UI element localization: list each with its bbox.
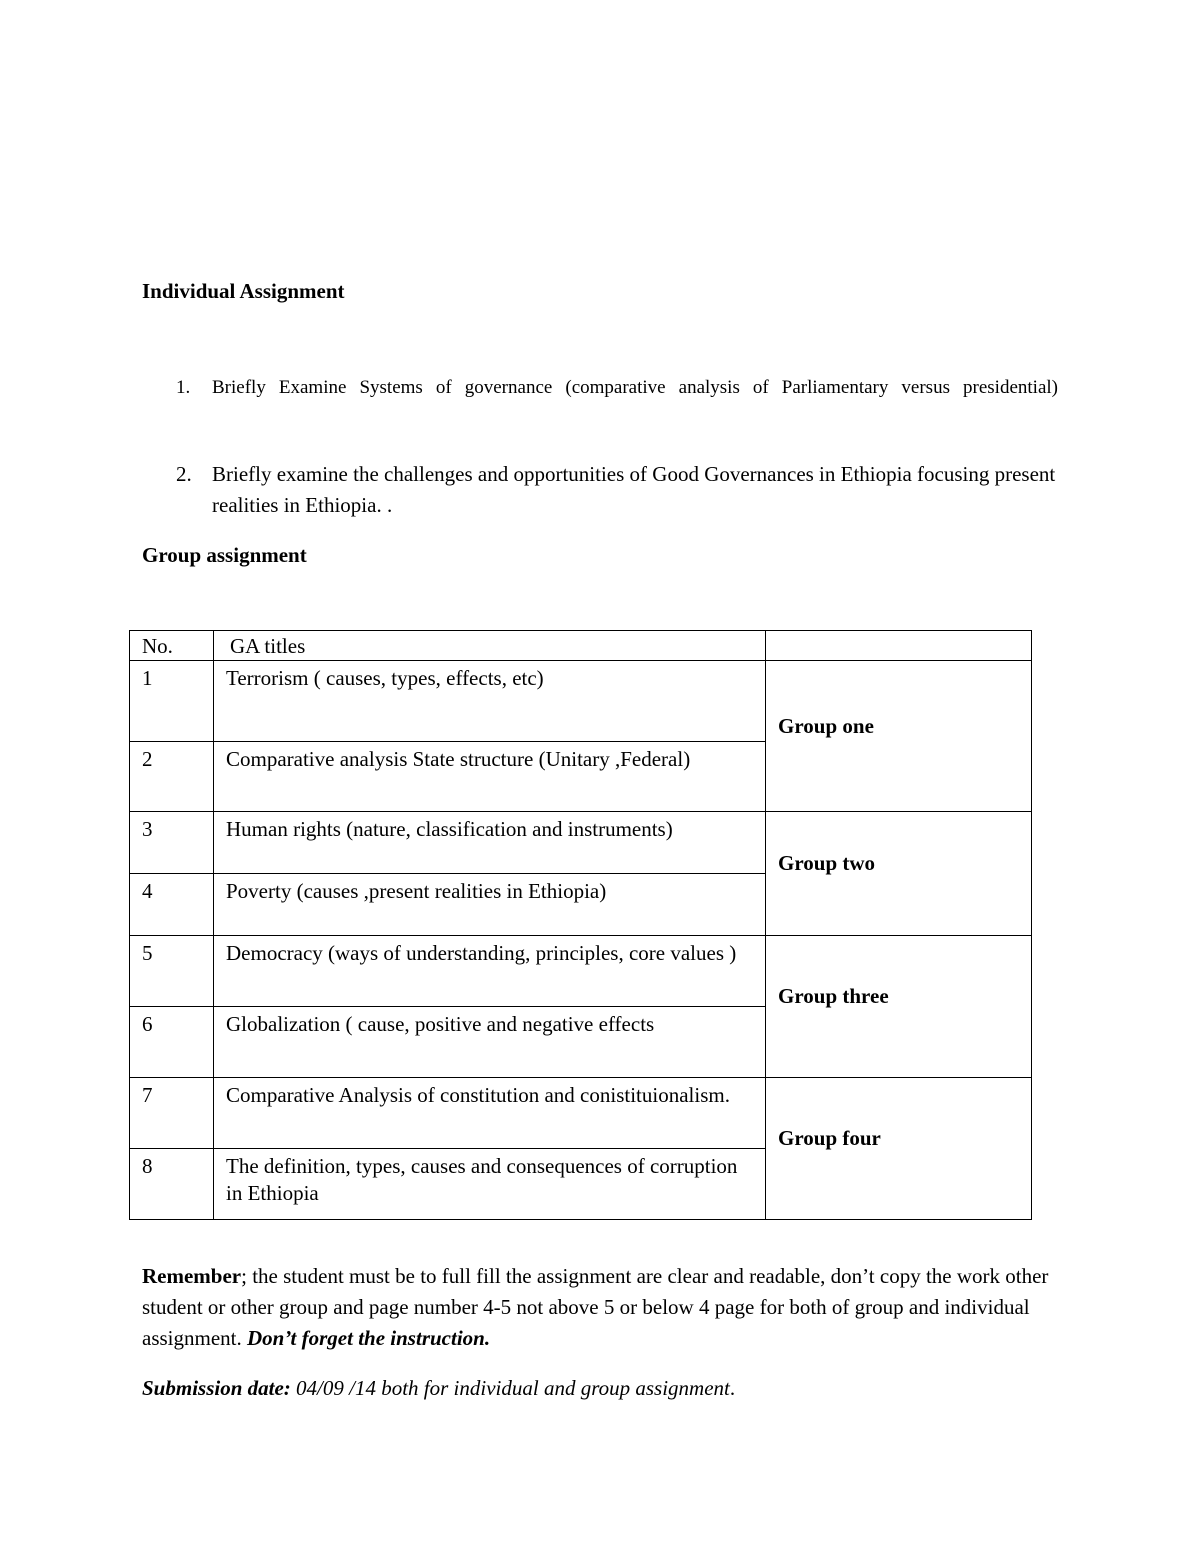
row-title: Comparative Analysis of constitution and conistituionalism. [214, 1078, 766, 1149]
row-title: Democracy (ways of understanding, principles, core values ) [214, 936, 766, 1007]
group-label-cell [766, 661, 1032, 812]
submission-paragraph [142, 1373, 1062, 1404]
group-assignment-heading: Group assignment [142, 543, 307, 567]
table-row [130, 1078, 1032, 1149]
group-label: Group two [778, 851, 876, 875]
group-label-cell [766, 1078, 1032, 1220]
remember-label: Remember [142, 1264, 242, 1288]
column-header-no: No. [130, 631, 214, 661]
row-title: Globalization ( cause, positive and negative effects [214, 1007, 766, 1078]
row-number: 1 [130, 661, 214, 742]
table-header-row [130, 631, 1032, 661]
row-title: Comparative analysis State structure (Unitary ,Federal) [214, 742, 766, 812]
list-text: Briefly Examine Systems of governance (comparative analysis of Parliamentary versus presidential) [212, 377, 1058, 398]
row-title: Terrorism ( causes, types, effects, etc) [214, 661, 766, 742]
remember-body: ; the student must be to full fill the assignment are clear and readable, don’t copy the work other student or other group and page number 4-5 not above 5 or below 4 page for both of group and individual assignment. [142, 1264, 1049, 1350]
submission-end: . [729, 1376, 736, 1400]
table-row [130, 936, 1032, 1007]
group-label: Group four [778, 1126, 881, 1150]
row-number: 6 [130, 1007, 214, 1078]
row-number: 2 [130, 742, 214, 812]
remember-paragraph [142, 1261, 1062, 1354]
group-label: Group three [778, 984, 889, 1008]
row-number: 8 [130, 1149, 214, 1220]
remember-emphasis: Don’t forget the instruction. [247, 1326, 491, 1350]
list-number: 2. [176, 462, 192, 486]
submission-body: 04/09 /14 both for individual and group assignment [290, 1376, 730, 1400]
row-title: Poverty (causes ,present realities in Ethiopia) [214, 874, 766, 936]
table-row [130, 661, 1032, 742]
group-label-cell [766, 812, 1032, 936]
individual-assignment-heading: Individual Assignment [142, 279, 345, 303]
row-number: 5 [130, 936, 214, 1007]
group-label-cell [766, 936, 1032, 1078]
list-number: 1. [176, 377, 191, 398]
submission-label: Submission date: [142, 1376, 291, 1400]
row-title: The definition, types, causes and consequences of corruption in Ethiopia [214, 1149, 766, 1220]
table-row [130, 812, 1032, 874]
row-title: Human rights (nature, classification and instruments) [214, 812, 766, 874]
group-label: Group one [778, 713, 874, 738]
list-text: Briefly examine the challenges and opportunities of Good Governances in Ethiopia focusing present realities in Ethiopia. . [212, 462, 1056, 517]
column-header-ga-titles: GA titles [214, 631, 766, 661]
row-number: 4 [130, 874, 214, 936]
row-number: 3 [130, 812, 214, 874]
group-assignment-table [129, 630, 1032, 1220]
column-header-group [766, 631, 1032, 661]
row-number: 7 [130, 1078, 214, 1149]
